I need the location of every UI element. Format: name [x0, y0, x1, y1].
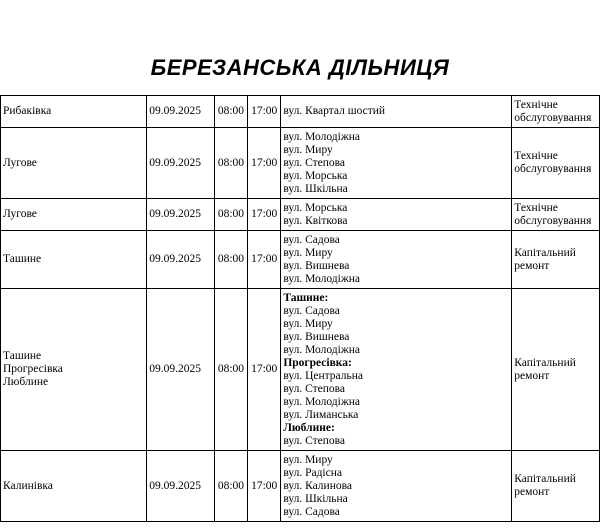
schedule-body: [1, 96, 600, 522]
street-name: вул. Квіткова: [283, 214, 348, 227]
settlement-name: Люблине: [3, 376, 49, 388]
settlement-cell: [1, 231, 147, 289]
work-type-text: Технічне: [514, 201, 558, 214]
street-group-title: Люблине:: [283, 421, 335, 434]
work-type-text: обслуговування: [514, 163, 592, 175]
outage-schedule-table: [0, 95, 600, 522]
street-name: вул. Миру: [283, 246, 333, 259]
table-row: [1, 451, 600, 522]
time-to-cell: 17:00: [248, 451, 281, 522]
date-cell: 09.09.2025: [147, 231, 215, 289]
work-type-cell: [512, 96, 600, 128]
street-name: вул. Вишнева: [283, 330, 350, 343]
settlement-cell: [1, 289, 147, 451]
settlement-name: Ташине: [3, 253, 42, 265]
settlement-name: Рибаківка: [3, 105, 52, 117]
work-type-text: обслуговування: [514, 111, 592, 124]
settlement-name: Ташине: [3, 350, 42, 362]
time-to-cell: 17:00: [248, 96, 281, 128]
street-name: вул. Миру: [283, 143, 333, 156]
street-name: вул. Морська: [283, 169, 348, 182]
streets-cell: [281, 289, 512, 451]
streets-cell: [281, 96, 512, 128]
table-row: [1, 128, 600, 199]
time-from-cell: 08:00: [214, 289, 247, 451]
time-to-cell: 17:00: [248, 231, 281, 289]
settlement-cell: [1, 451, 147, 522]
work-type-text: Капітальний: [514, 356, 576, 369]
street-name: вул. Лиманська: [283, 408, 359, 421]
time-to-cell: 17:00: [248, 128, 281, 199]
settlement-name: Лугове: [3, 156, 37, 169]
table-row: [1, 289, 600, 451]
street-name: вул. Молодіжна: [283, 130, 361, 143]
time-from-cell: 08:00: [214, 128, 247, 199]
work-type-text: Технічне: [514, 150, 558, 162]
work-type-cell: [512, 199, 600, 231]
streets-cell: [281, 128, 512, 199]
date-cell: 09.09.2025: [147, 96, 215, 128]
street-name: вул. Центральна: [283, 369, 364, 382]
street-name: вул. Миру: [283, 317, 333, 330]
streets-cell: [281, 231, 512, 289]
work-type-cell: [512, 231, 600, 289]
street-group-title: Прогресівка:: [283, 356, 352, 369]
street-name: вул. Морська: [283, 201, 348, 214]
street-name: вул. Вишнева: [283, 259, 350, 272]
work-type-cell: [512, 289, 600, 451]
settlement-cell: [1, 128, 147, 199]
street-name: вул. Степова: [283, 156, 346, 169]
table-row: [1, 231, 600, 289]
streets-cell: [281, 199, 512, 231]
settlement-name: Калинівка: [3, 479, 53, 492]
time-from-cell: 08:00: [214, 451, 247, 522]
street-name: вул. Степова: [283, 434, 346, 447]
street-name: вул. Молодіжна: [283, 395, 361, 408]
work-type-cell: [512, 128, 600, 199]
settlement-name: Прогресівка: [3, 363, 63, 375]
street-name: вул. Молодіжна: [283, 343, 361, 356]
time-to-cell: 17:00: [248, 199, 281, 231]
time-from-cell: 08:00: [214, 96, 247, 128]
time-from-cell: 08:00: [214, 231, 247, 289]
settlement-cell: [1, 96, 147, 128]
work-type-text: Технічне: [514, 98, 558, 111]
street-name: вул. Садова: [283, 233, 340, 246]
table-row: [1, 199, 600, 231]
street-name: вул. Садова: [283, 304, 340, 317]
date-cell: 09.09.2025: [147, 199, 215, 231]
street-name: вул. Миру: [283, 453, 333, 466]
street-name: вул. Молодіжна: [283, 272, 361, 285]
settlement-cell: [1, 199, 147, 231]
work-type-text: ремонт: [514, 259, 550, 272]
time-to-cell: 17:00: [248, 289, 281, 451]
settlement-name: Лугове: [3, 208, 37, 220]
work-type-text: ремонт: [514, 486, 550, 498]
streets-cell: [281, 451, 512, 522]
street-name: вул. Шкільна: [283, 492, 348, 505]
street-name: вул. Шкільна: [283, 182, 348, 195]
street-name: вул. Квартал шостий: [283, 105, 386, 117]
work-type-text: обслуговування: [514, 214, 592, 227]
work-type-cell: [512, 451, 600, 522]
street-group-title: Ташине:: [283, 291, 329, 304]
street-name: вул. Степова: [283, 382, 346, 395]
page-title: БЕРЕЗАНСЬКА ДІЛЬНИЦЯ: [150, 55, 450, 80]
date-cell: 09.09.2025: [147, 289, 215, 451]
street-name: вул. Калинова: [283, 479, 352, 492]
street-name: вул. Садова: [283, 505, 340, 518]
date-cell: 09.09.2025: [147, 451, 215, 522]
work-type-text: Капітальний: [514, 246, 576, 259]
work-type-text: ремонт: [514, 369, 550, 382]
work-type-text: Капітальний: [514, 473, 576, 485]
table-row: [1, 96, 600, 128]
street-name: вул. Радісна: [283, 466, 342, 479]
date-cell: 09.09.2025: [147, 128, 215, 199]
time-from-cell: 08:00: [214, 199, 247, 231]
